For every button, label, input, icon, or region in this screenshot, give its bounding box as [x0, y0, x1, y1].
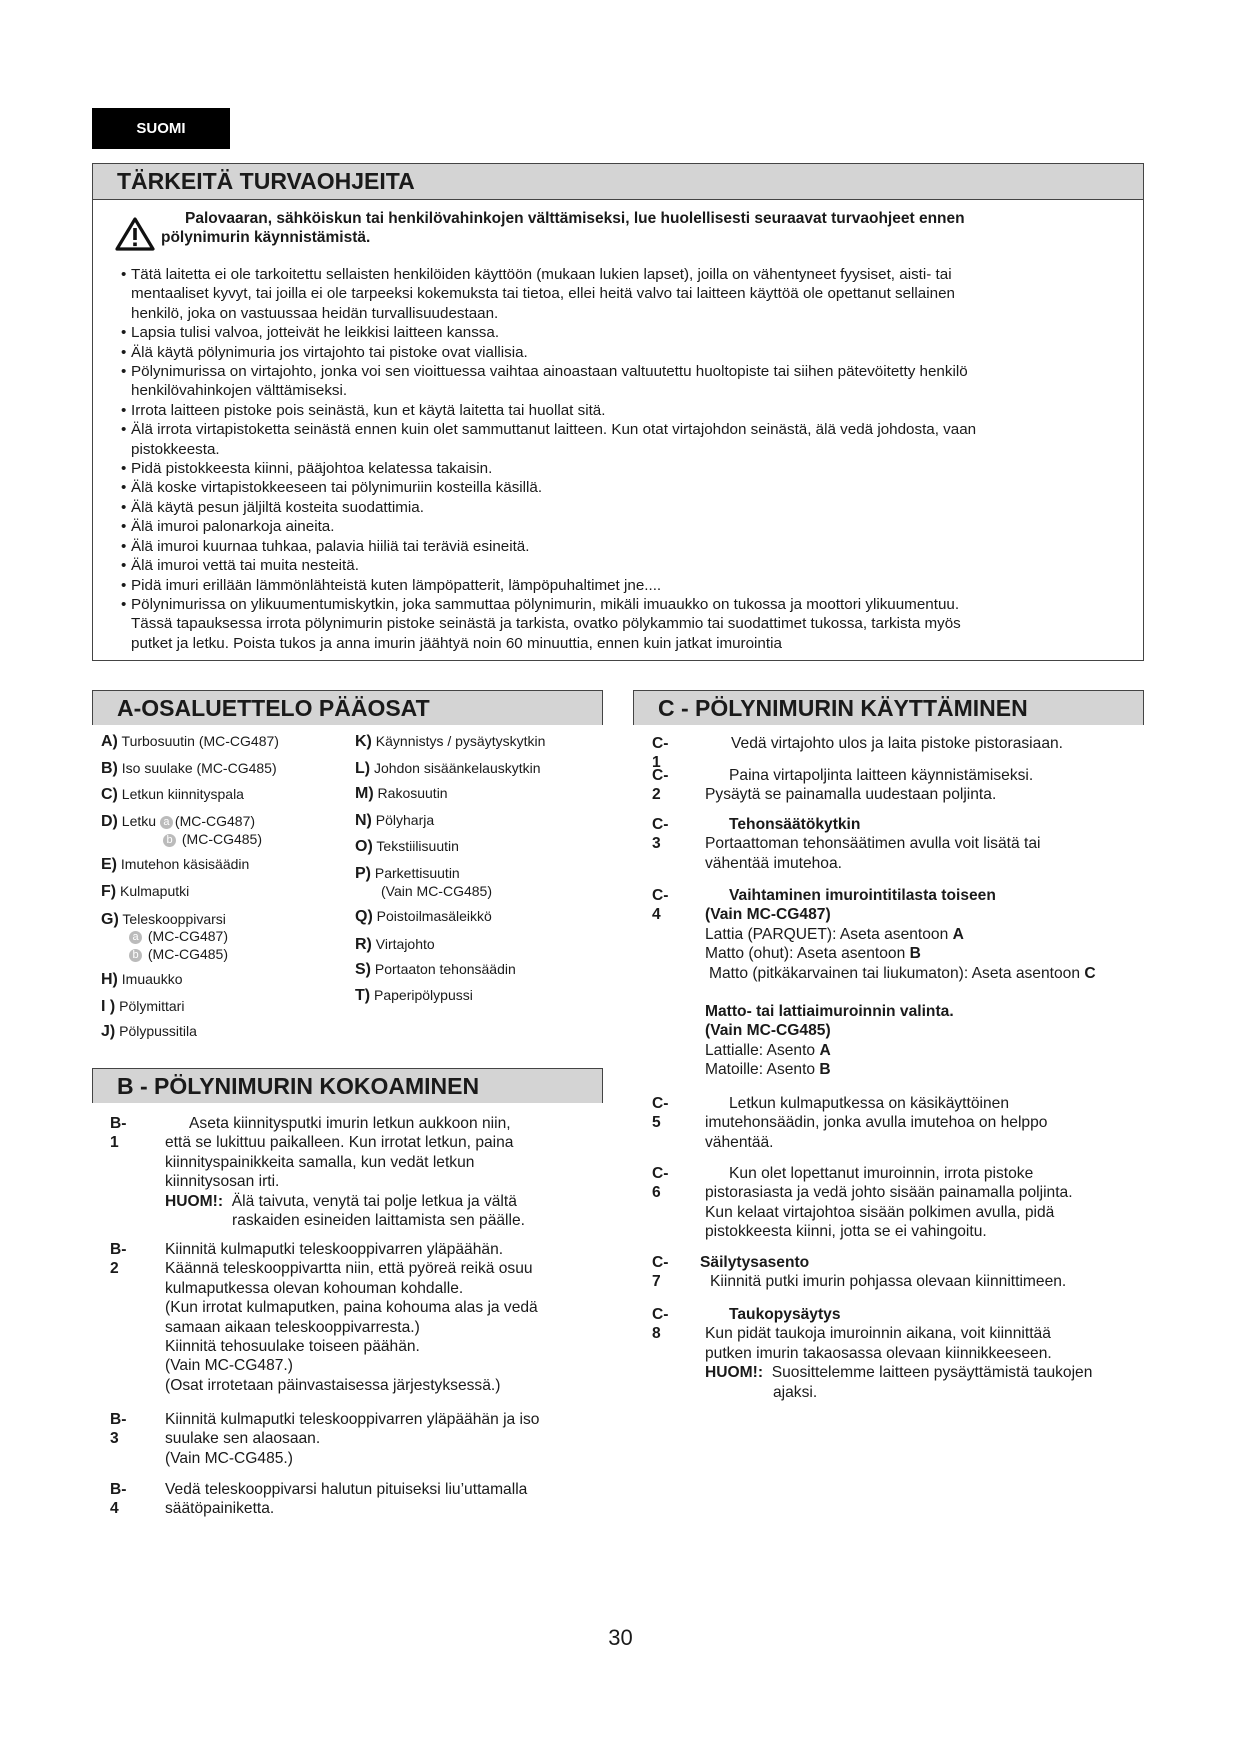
safety-bullet: • Irrota laitteen pistoke pois seinästä, kun et käytä laitetta tai huollat sitä.	[121, 401, 1123, 420]
note-label: HUOM!:	[165, 1192, 224, 1210]
assembly-section-header	[92, 1068, 603, 1103]
safety-bullet: • Älä irrota virtapistoketta seinästä ennen kuin olet sammuttanut laitteen. Kun otat virtajohdon seinästä, älä vedä johdosta, vaan pistokkeesta.	[121, 420, 1123, 459]
part-item: A) Turbosuutin (MC-CG487)	[101, 733, 279, 750]
part-item: F) Kulmaputki	[101, 883, 190, 900]
safety-title: TÄRKEITÄ TURVAOHJEITA	[93, 164, 1143, 200]
part-item: M) Rakosuutin	[355, 785, 448, 802]
safety-bullet: • Tätä laitetta ei ole tarkoitettu sellaisten henkilöiden käyttöön (mukaan lukien lapset), joilla on vähentyneet fyysiset, aisti- tai mentaaliset kyvyt, tai joilla ei ole tarpeeksi kokemuksta tai tietoa, ellei heitä valvo tai laitteen käyttöä ole opettanut sellainen henkilö, joka on vastuussaa heidän turvallisuudestaan.	[121, 265, 1123, 323]
safety-bullet: • Pidä pistokkeesta kiinni, pääjohtoa kelatessa takaisin.	[121, 459, 1123, 478]
warning-line-2: pölynimurin käynnistämistä.	[161, 229, 371, 246]
part-item: H) Imuaukko	[101, 971, 183, 988]
page-number: 30	[608, 1625, 633, 1650]
part-subline: (Vain MC-CG485)	[381, 883, 492, 899]
part-item: R) Virtajohto	[355, 936, 435, 953]
part-item: T) Paperipölypussi	[355, 987, 473, 1004]
circle-b-icon: b	[163, 834, 176, 847]
part-subline: b (MC-CG485)	[129, 946, 228, 963]
note-label: HUOM!:	[705, 1364, 764, 1382]
part-item: Q) Poistoilmasäleikkö	[355, 908, 492, 925]
safety-bullet: • Pidä imuri erillään lämmönlähteistä kuten lämpöpatterit, lämpöpuhaltimet jne....	[121, 576, 1123, 595]
circle-b-icon: b	[129, 949, 142, 962]
part-item: L) Johdon sisäänkelauskytkin	[355, 760, 541, 777]
part-item: P) Parkettisuutin	[355, 865, 460, 882]
parts-section-header	[92, 690, 603, 725]
warning-triangle-icon	[115, 217, 155, 251]
circle-a-icon: a	[129, 931, 142, 944]
part-item: C) Letkun kiinnityspala	[101, 786, 244, 803]
warning	[115, 209, 1143, 253]
part-item: S) Portaaton tehonsäädin	[355, 961, 516, 978]
part-item: D) Letku a (MC-CG487)	[101, 813, 256, 830]
part-item: J) Pölypussitila	[101, 1023, 197, 1040]
safety-bullet: • Älä koske virtapistokkeeseen tai pölynimuriin kosteilla käsillä.	[121, 478, 1123, 497]
language-tab: SUOMI	[92, 108, 230, 149]
usage-title: C - PÖLYNIMURIN KÄYTTÄMINEN	[634, 691, 1143, 725]
safety-bullet: • Älä imuroi kuurnaa tuhkaa, palavia hiiliä tai teräviä esineitä.	[121, 537, 1123, 556]
part-subline: a (MC-CG487)	[129, 928, 228, 945]
assembly-title: B - PÖLYNIMURIN KOKOAMINEN	[93, 1069, 602, 1103]
safety-bullet: • Älä imuroi palonarkoja aineita.	[121, 517, 1123, 536]
part-item: B) Iso suulake (MC-CG485)	[101, 760, 277, 777]
circle-a-icon: a	[160, 816, 173, 829]
safety-bullet: • Älä käytä pesun jäljiltä kosteita suodattimia.	[121, 498, 1123, 517]
warning-line-1: Palovaaran, sähköiskun tai henkilövahinkojen välttämiseksi, lue huolellisesti seuraavat turvaohjeet ennen	[185, 210, 965, 227]
part-item: O) Tekstiilisuutin	[355, 838, 459, 855]
usage-section-header	[633, 690, 1144, 725]
part-item: E) Imutehon käsisäädin	[101, 856, 250, 873]
part-item: I ) Pölymittari	[101, 998, 185, 1015]
safety-box	[92, 163, 1144, 661]
safety-bullet: • Lapsia tulisi valvoa, jotteivät he leikkisi laitteen kanssa.	[121, 323, 1123, 342]
part-item: G) Teleskooppivarsi	[101, 911, 226, 928]
safety-bullet: • Pölynimurissa on ylikuumentumiskytkin, joka sammuttaa pölynimurin, mikäli imuaukko on tukossa ja moottori ylikuumentuu. Tässä tapauksessa irrota pölynimurin pistoke seinästä ja tarkista, ovatko pölykammio tai suodattimet tukossa, tarkista myös putket ja letku. Poista tukos ja anna imurin jäähtyä noin 60 minuuttia, ennen kuin jatkat imurointia	[121, 595, 1123, 653]
safety-bullet: • Älä imuroi vettä tai muita nesteitä.	[121, 556, 1123, 575]
warning-text	[161, 209, 1091, 247]
safety-bullet: • Älä käytä pölynimuria jos virtajohto tai pistoke ovat viallisia.	[121, 343, 1123, 362]
safety-bullet-list	[93, 265, 1143, 653]
parts-title: A-OSALUETTELO PÄÄOSAT	[93, 691, 602, 725]
part-item: K) Käynnistys / pysäytyskytkin	[355, 733, 546, 750]
part-subline: b (MC-CG485)	[163, 831, 262, 848]
part-item: N) Pölyharja	[355, 812, 435, 829]
safety-bullet: • Pölynimurissa on virtajohto, jonka voi sen vioittuessa vaihtaa ainoastaan valtuutettu huoltopiste tai siihen pätevöitetty henkilö henkilövahinkojen välttämiseksi.	[121, 362, 1123, 401]
